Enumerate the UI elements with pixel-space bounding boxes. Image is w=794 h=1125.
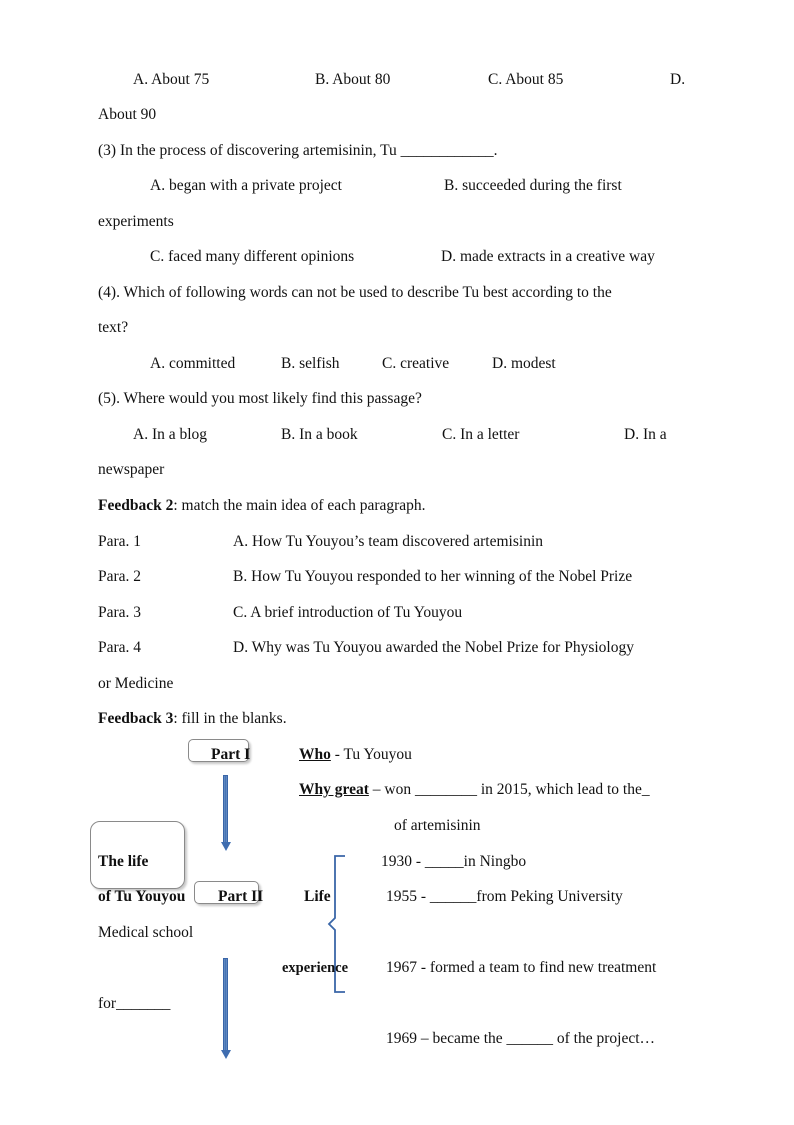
experience-label: experience: [282, 960, 349, 976]
feedback3-heading: [98, 709, 287, 729]
para-label: Para. 2: [98, 568, 142, 585]
q2-option-c: C. About 85: [488, 71, 564, 88]
para-idea: A. How Tu Youyou’s team discovered artemisinin: [233, 533, 543, 550]
why-great-value: – won ________ in 2015, which lead to the_: [368, 781, 650, 798]
q5-option-b: B. In a book: [281, 426, 358, 443]
of-tu-youyou-label: of Tu Youyou: [98, 888, 186, 905]
para-idea-cont: or Medicine: [98, 675, 174, 692]
why-great-label: Why great: [299, 781, 369, 798]
timeline-1955-cont: Medical school: [98, 924, 194, 941]
timeline-1967-cont: for_______: [98, 995, 171, 1012]
who-label: Who: [299, 746, 331, 763]
q4-option-c: C. creative: [382, 355, 450, 372]
para-idea: C. A brief introduction of Tu Youyou: [233, 604, 463, 621]
q5-option-a: A. In a blog: [133, 426, 208, 443]
q3-option-d: D. made extracts in a creative way: [441, 248, 655, 265]
q2-option-d-cont: About 90: [98, 106, 157, 123]
para-idea: D. Why was Tu Youyou awarded the Nobel Prize for Physiology: [233, 639, 634, 656]
q5-option-d: D. In a: [624, 426, 667, 443]
feedback2-heading: [98, 496, 426, 516]
q5-stem: (5). Where would you most likely find this passage?: [98, 390, 422, 407]
q4-option-d: D. modest: [492, 355, 556, 372]
q3-stem: (3) In the process of discovering artemisinin, Tu ____________.: [98, 142, 498, 159]
timeline-1969: 1969 – became the ______ of the project…: [386, 1030, 656, 1047]
q2-option-a: A. About 75: [133, 71, 210, 88]
the-life-label: The life: [98, 853, 149, 870]
para-label: Para. 3: [98, 604, 142, 621]
who-line: [299, 745, 412, 765]
feedback2-instruction: : match the main idea of each paragraph.: [173, 497, 426, 514]
why-great-cont: of artemisinin: [394, 817, 481, 834]
down-arrow-icon: [221, 775, 231, 851]
q2-option-b: B. About 80: [315, 71, 391, 88]
who-value: - Tu Youyou: [330, 746, 412, 763]
part2-label: Part II: [218, 888, 264, 905]
q4-option-a: A. committed: [150, 355, 236, 372]
q5-option-d-cont: newspaper: [98, 461, 165, 478]
q3-option-c: C. faced many different opinions: [150, 248, 355, 265]
feedback3-label: Feedback 3: [98, 710, 174, 727]
q3-option-b: B. succeeded during the first: [444, 177, 622, 194]
down-arrow-icon: [221, 958, 231, 1059]
q3-option-a: A. began with a private project: [150, 177, 342, 194]
para-idea: B. How Tu Youyou responded to her winning of the Nobel Prize: [233, 568, 633, 585]
timeline-1967: 1967 - formed a team to find new treatment: [386, 959, 657, 976]
para-label: Para. 4: [98, 639, 142, 656]
feedback3-instruction: : fill in the blanks.: [173, 710, 287, 727]
timeline-1955: 1955 - ______from Peking University: [386, 888, 623, 905]
part1-label: Part I: [211, 746, 251, 763]
para-label: Para. 1: [98, 533, 142, 550]
life-label: Life: [304, 888, 331, 905]
q2-option-d: D.: [670, 71, 686, 88]
timeline-1930: 1930 - _____in Ningbo: [381, 853, 527, 870]
q4-option-b: B. selfish: [281, 355, 340, 372]
feedback2-label: Feedback 2: [98, 497, 174, 514]
why-great-line: [299, 780, 650, 800]
q4-stem-cont: text?: [98, 319, 129, 336]
q5-option-c: C. In a letter: [442, 426, 520, 443]
q4-stem: (4). Which of following words can not be used to describe Tu best according to the: [98, 284, 612, 301]
q3-option-b-cont: experiments: [98, 213, 174, 230]
